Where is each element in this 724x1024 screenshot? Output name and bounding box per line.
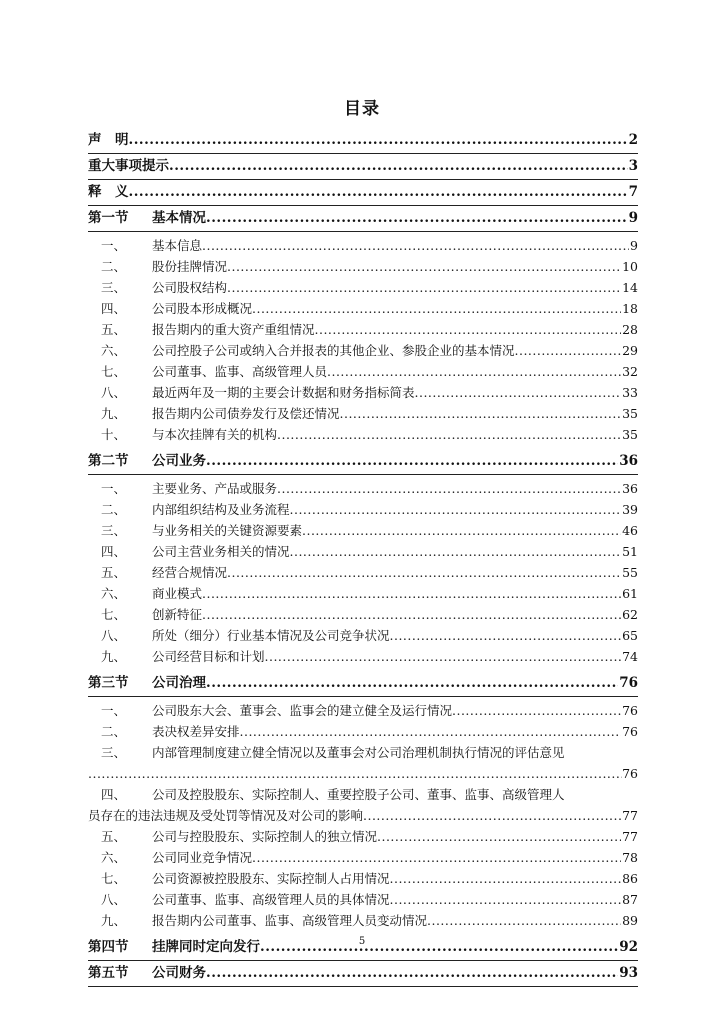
item-title: 公司股权结构 xyxy=(152,280,228,295)
toc-item-multiline[interactable] xyxy=(88,784,638,826)
item-page: 65 xyxy=(622,628,638,643)
leader-dots xyxy=(252,847,621,868)
item-page: 89 xyxy=(622,913,638,928)
toc-item[interactable] xyxy=(88,721,638,742)
item-number: 八、 xyxy=(101,385,127,400)
leader-dots xyxy=(206,206,628,231)
toc-item[interactable] xyxy=(88,541,638,562)
item-number: 六、 xyxy=(101,586,127,601)
item-page: 39 xyxy=(622,502,638,517)
toc-item[interactable] xyxy=(88,340,638,361)
leader-dots xyxy=(202,235,629,256)
item-page: 9 xyxy=(630,238,638,253)
leader-dots xyxy=(202,604,621,625)
leader-dots xyxy=(240,721,622,742)
section-page: 36 xyxy=(619,453,638,469)
item-title: 公司资源被控股股东、实际控制人占用情况 xyxy=(152,871,390,886)
item-page: 29 xyxy=(622,343,638,358)
leader-dots xyxy=(452,700,621,721)
item-number: 五、 xyxy=(101,322,127,337)
item-title: 公司经营目标和计划 xyxy=(152,649,265,664)
item-number: 一、 xyxy=(101,703,127,718)
item-number: 九、 xyxy=(101,649,127,664)
toc-section-1[interactable] xyxy=(88,206,638,232)
item-line-2 xyxy=(88,763,638,784)
item-page: 14 xyxy=(622,280,638,295)
item-number: 五、 xyxy=(101,829,127,844)
leader-dots xyxy=(277,478,621,499)
item-title: 报告期内公司董事、监事、高级管理人员变动情况 xyxy=(152,913,428,928)
section-title: 公司业务 xyxy=(152,453,206,469)
entry-title: 释 义 xyxy=(88,184,129,200)
page-number: 5 xyxy=(358,936,366,947)
item-number: 六、 xyxy=(101,850,127,865)
item-title: 公司控股子公司或纳入合并报表的其他企业、参股企业的基本情况 xyxy=(152,343,515,358)
item-title: 公司同业竞争情况 xyxy=(152,850,253,865)
item-title: 与业务相关的关键资源要素 xyxy=(152,523,303,538)
leader-dots xyxy=(206,449,618,474)
toc-entry-definitions[interactable] xyxy=(88,180,638,206)
item-page: 35 xyxy=(622,427,638,442)
item-page: 87 xyxy=(622,892,638,907)
item-number: 十、 xyxy=(101,427,127,442)
toc-item[interactable] xyxy=(88,499,638,520)
entry-title: 重大事项提示 xyxy=(88,158,169,174)
leader-dots xyxy=(302,520,621,541)
toc-item[interactable] xyxy=(88,520,638,541)
toc-item[interactable] xyxy=(88,256,638,277)
leader-dots xyxy=(129,128,628,153)
toc-item[interactable] xyxy=(88,646,638,667)
entry-title: 声 明 xyxy=(88,132,129,148)
item-page: 33 xyxy=(622,385,638,400)
item-title: 内部管理制度建立健全情况以及董事会对公司治理机制执行情况的评估意见 xyxy=(152,745,565,760)
toc-item[interactable] xyxy=(88,319,638,340)
entry-page: 7 xyxy=(628,184,638,200)
item-page: 36 xyxy=(622,481,638,496)
leader-dots xyxy=(129,180,628,205)
item-title: 公司主营业务相关的情况 xyxy=(152,544,290,559)
section-number: 第三节 xyxy=(88,675,129,691)
section-title: 公司财务 xyxy=(152,965,206,981)
item-page: 77 xyxy=(622,808,638,823)
section-title: 挂牌同时定向发行 xyxy=(152,939,260,955)
toc-item[interactable] xyxy=(88,478,638,499)
leader-dots xyxy=(390,889,622,910)
leader-dots xyxy=(88,763,622,784)
toc-section-5[interactable] xyxy=(88,961,638,987)
item-page: 86 xyxy=(622,871,638,886)
item-title: 公司董事、监事、高级管理人员 xyxy=(152,364,328,379)
item-number: 八、 xyxy=(101,892,127,907)
section-number: 第四节 xyxy=(88,939,129,955)
item-number: 四、 xyxy=(101,544,127,559)
entry-page: 3 xyxy=(628,158,638,174)
item-page: 32 xyxy=(622,364,638,379)
toc-item[interactable] xyxy=(88,910,638,931)
item-title: 经营合规情况 xyxy=(152,565,228,580)
entry-page: 2 xyxy=(628,132,638,148)
item-title: 公司股本形成概况 xyxy=(152,301,253,316)
leader-dots xyxy=(290,499,622,520)
leader-dots xyxy=(265,646,622,667)
item-number: 一、 xyxy=(101,238,127,253)
item-number: 九、 xyxy=(101,913,127,928)
section-page: 93 xyxy=(619,965,638,981)
leader-dots xyxy=(427,910,621,931)
leader-dots xyxy=(377,826,621,847)
section-title: 基本情况 xyxy=(152,210,206,226)
table-of-contents xyxy=(88,128,638,987)
item-number: 九、 xyxy=(101,406,127,421)
item-title: 与本次挂牌有关的机构 xyxy=(152,427,278,442)
item-number: 二、 xyxy=(101,502,127,517)
leader-dots xyxy=(340,403,622,424)
toc-item[interactable] xyxy=(88,625,638,646)
section-page: 9 xyxy=(628,210,638,226)
item-page: 28 xyxy=(622,322,638,337)
leader-dots xyxy=(227,256,621,277)
item-title: 报告期内公司债券发行及偿还情况 xyxy=(152,406,340,421)
item-title: 最近两年及一期的主要会计数据和财务指标简表 xyxy=(152,385,415,400)
toc-item-multiline[interactable] xyxy=(88,742,638,784)
item-page: 61 xyxy=(622,586,638,601)
item-number: 三、 xyxy=(101,745,127,760)
toc-title: 目录 xyxy=(344,99,380,119)
toc-item[interactable] xyxy=(88,847,638,868)
toc-item[interactable] xyxy=(88,604,638,625)
leader-dots xyxy=(227,562,621,583)
section-title: 公司治理 xyxy=(152,675,206,691)
toc-item[interactable] xyxy=(88,583,638,604)
item-number: 三、 xyxy=(101,280,127,295)
toc-item[interactable] xyxy=(88,826,638,847)
item-number: 四、 xyxy=(101,301,127,316)
toc-item[interactable] xyxy=(88,424,638,445)
toc-item[interactable] xyxy=(88,298,638,319)
item-page: 77 xyxy=(622,829,638,844)
toc-item[interactable] xyxy=(88,277,638,298)
item-title: 公司董事、监事、高级管理人员的具体情况 xyxy=(152,892,390,907)
item-title: 股份挂牌情况 xyxy=(152,259,228,274)
leader-dots xyxy=(202,583,621,604)
leader-dots xyxy=(252,298,621,319)
item-page: 78 xyxy=(622,850,638,865)
toc-item[interactable] xyxy=(88,700,638,721)
leader-dots xyxy=(390,625,622,646)
item-title: 商业模式 xyxy=(152,586,203,601)
item-page: 35 xyxy=(622,406,638,421)
item-page: 46 xyxy=(622,523,638,538)
item-number: 七、 xyxy=(101,607,127,622)
item-page: 18 xyxy=(622,301,638,316)
toc-entry-declaration[interactable] xyxy=(88,128,638,154)
item-page: 62 xyxy=(622,607,638,622)
toc-item[interactable] xyxy=(88,889,638,910)
leader-dots xyxy=(515,340,622,361)
toc-section-2[interactable] xyxy=(88,449,638,475)
item-title: 主要业务、产品或服务 xyxy=(152,481,278,496)
leader-dots xyxy=(363,805,622,826)
leader-dots xyxy=(277,424,621,445)
item-title: 公司及控股股东、实际控制人、重要控股子公司、董事、监事、高级管理人 xyxy=(152,787,565,802)
item-number: 七、 xyxy=(101,871,127,886)
leader-dots xyxy=(206,961,618,986)
item-page: 55 xyxy=(622,565,638,580)
leader-dots xyxy=(227,277,621,298)
section-number: 第一节 xyxy=(88,210,129,226)
toc-item[interactable] xyxy=(88,868,638,889)
section-page: 92 xyxy=(619,939,638,955)
section-number: 第五节 xyxy=(88,965,129,981)
item-title-continued: 员存在的违法违规及受处罚等情况及对公司的影响 xyxy=(88,808,364,823)
item-title: 所处（细分）行业基本情况及公司竞争状况 xyxy=(152,628,390,643)
toc-entry-major-matters[interactable] xyxy=(88,154,638,180)
item-title: 创新特征 xyxy=(152,607,203,622)
item-page: 51 xyxy=(622,544,638,559)
toc-item[interactable] xyxy=(88,382,638,403)
item-number: 七、 xyxy=(101,364,127,379)
toc-item[interactable] xyxy=(88,235,638,256)
item-title: 内部组织结构及业务流程 xyxy=(152,502,290,517)
item-title: 基本信息 xyxy=(152,238,203,253)
leader-dots xyxy=(315,319,622,340)
item-line-1 xyxy=(101,784,638,805)
item-line-1 xyxy=(101,742,638,763)
section-number: 第二节 xyxy=(88,453,129,469)
item-number: 二、 xyxy=(101,259,127,274)
toc-item[interactable] xyxy=(88,361,638,382)
item-title: 公司股东大会、董事会、监事会的建立健全及运行情况 xyxy=(152,703,453,718)
item-number: 一、 xyxy=(101,481,127,496)
item-title: 公司与控股股东、实际控制人的独立情况 xyxy=(152,829,378,844)
item-number: 八、 xyxy=(101,628,127,643)
toc-item[interactable] xyxy=(88,403,638,424)
item-number: 二、 xyxy=(101,724,127,739)
item-page: 10 xyxy=(622,259,638,274)
leader-dots xyxy=(327,361,621,382)
leader-dots xyxy=(390,868,622,889)
item-page: 76 xyxy=(622,724,638,739)
item-page: 76 xyxy=(622,766,638,781)
item-number: 五、 xyxy=(101,565,127,580)
toc-section-3[interactable] xyxy=(88,671,638,697)
item-number: 三、 xyxy=(101,523,127,538)
leader-dots xyxy=(415,382,622,403)
item-page: 76 xyxy=(622,703,638,718)
leader-dots xyxy=(290,541,622,562)
leader-dots xyxy=(206,671,618,696)
section-page: 76 xyxy=(619,675,638,691)
item-title: 报告期内的重大资产重组情况 xyxy=(152,322,315,337)
toc-item[interactable] xyxy=(88,562,638,583)
leader-dots xyxy=(169,154,628,179)
item-line-2 xyxy=(88,805,638,826)
item-number: 六、 xyxy=(101,343,127,358)
item-title: 表决权差异安排 xyxy=(152,724,240,739)
item-number: 四、 xyxy=(101,787,127,802)
item-page: 74 xyxy=(622,649,638,664)
